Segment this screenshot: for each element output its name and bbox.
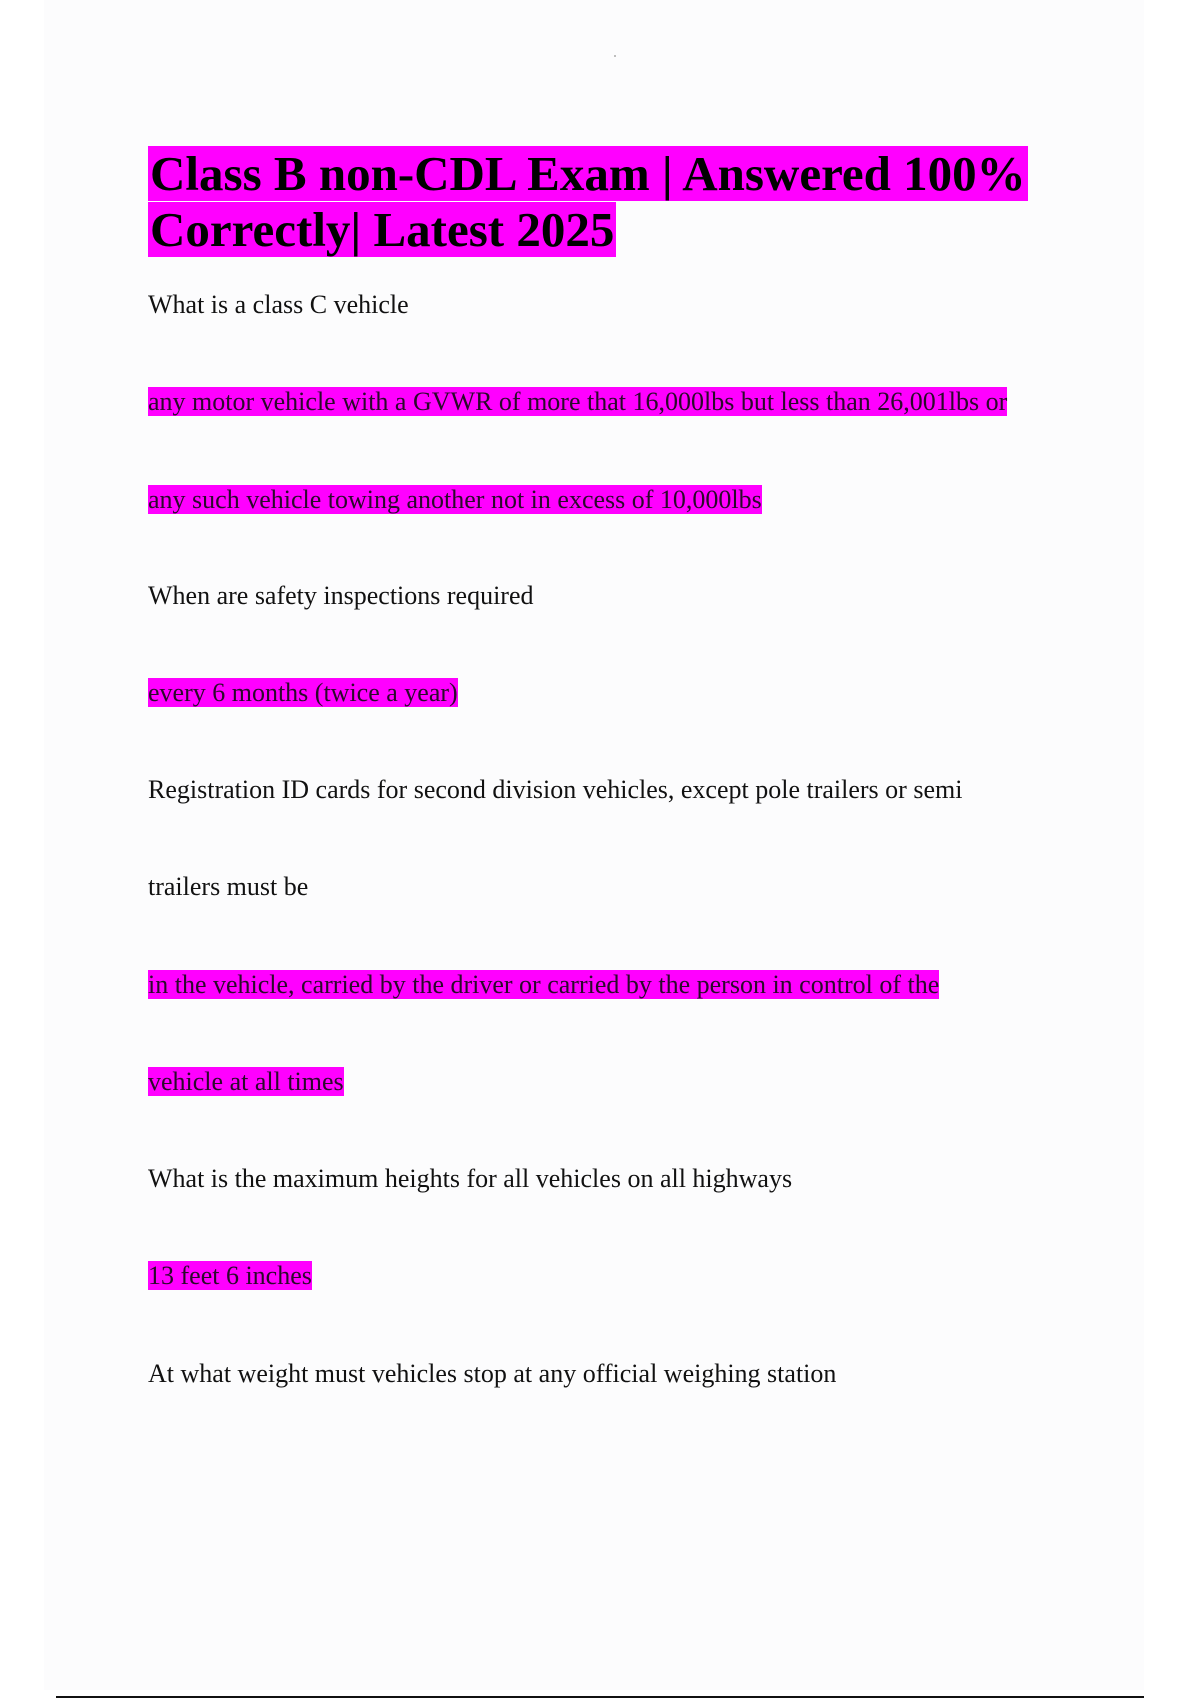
- answer-line: [148, 483, 762, 517]
- question-line: [148, 870, 308, 904]
- answer-line: [148, 676, 458, 710]
- answer-highlight: in the vehicle, carried by the driver or carried by the person in control of the: [148, 970, 940, 999]
- answer-highlight: every 6 months (twice a year): [148, 678, 458, 707]
- answer-highlight: vehicle at all times: [148, 1067, 344, 1096]
- answer-highlight: any motor vehicle with a GVWR of more that 16,000lbs but less than 26,001lbs or: [148, 387, 1008, 416]
- question-line: [148, 773, 962, 807]
- question-line: [148, 1162, 792, 1196]
- title-line-2: Correctly| Latest 2025: [150, 202, 615, 257]
- answer-line: [148, 968, 939, 1002]
- question-text: Registration ID cards for second division vehicles, except pole trailers or semi: [148, 775, 963, 804]
- question-text: When are safety inspections required: [148, 581, 534, 610]
- title-line-1: Class B non-CDL Exam | Answered 100%: [150, 146, 1026, 201]
- document-title: [148, 146, 1048, 258]
- question-line: [148, 1357, 836, 1391]
- question-line: [148, 288, 409, 322]
- page-bottom-rule: [56, 1696, 1144, 1698]
- answer-highlight: 13 feet 6 inches: [148, 1261, 312, 1290]
- question-text: What is a class C vehicle: [148, 290, 409, 319]
- question-text: At what weight must vehicles stop at any official weighing station: [148, 1359, 837, 1388]
- question-line: [148, 579, 534, 613]
- answer-line: [148, 1065, 344, 1099]
- question-text: trailers must be: [148, 872, 309, 901]
- question-text: What is the maximum heights for all vehicles on all highways: [148, 1164, 793, 1193]
- page-mark: [614, 55, 616, 57]
- answer-highlight: any such vehicle towing another not in excess of 10,000lbs: [148, 485, 762, 514]
- answer-line: [148, 385, 1007, 419]
- answer-line: [148, 1259, 312, 1293]
